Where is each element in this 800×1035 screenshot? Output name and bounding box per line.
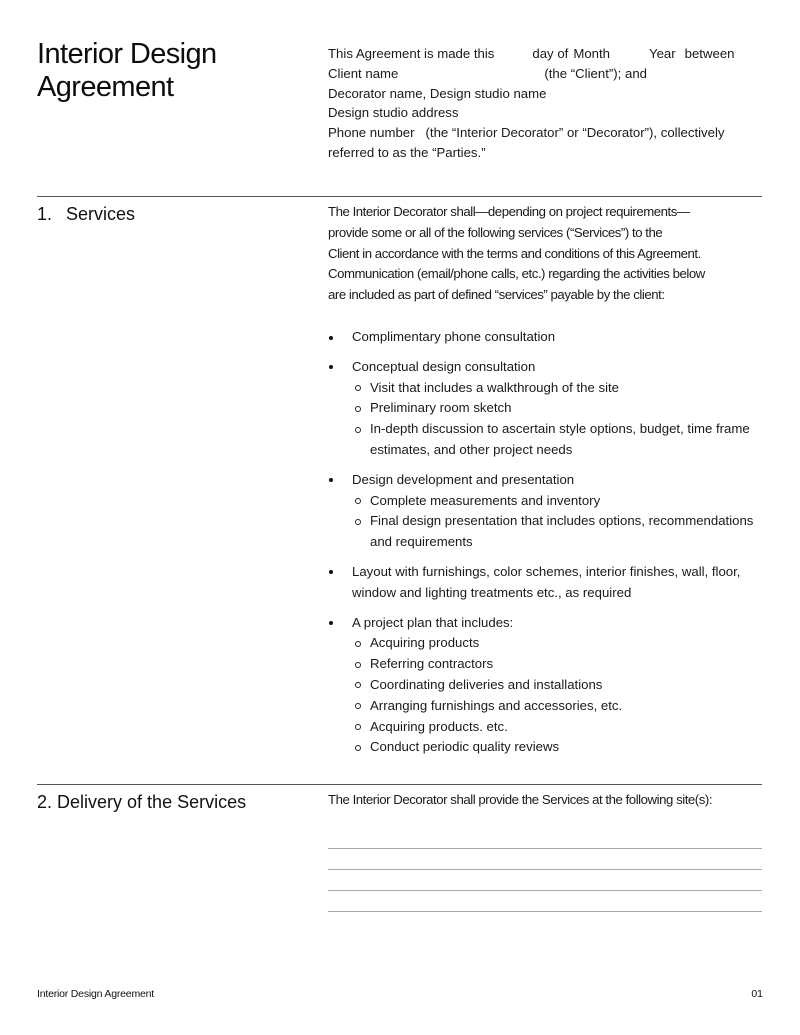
- sub-list-item: [352, 398, 768, 419]
- section-divider: [37, 784, 762, 785]
- list-item: [328, 357, 768, 461]
- list-item-text: A project plan that includes:: [352, 614, 514, 630]
- list-item: [328, 327, 768, 348]
- page-number: 01: [751, 988, 763, 1000]
- section-divider: [37, 196, 762, 197]
- bullet-icon: [329, 621, 333, 625]
- sub-list-item: [352, 654, 768, 675]
- sub-item-text: Final design presentation that includes options, recommendations and requirements: [370, 513, 754, 550]
- sub-list-item: [352, 675, 768, 696]
- bullet-icon: [329, 570, 333, 574]
- section-2-body: The Interior Decorator shall provide the Services at the following site(s):: [328, 792, 713, 807]
- list-item-text: Conceptual design consultation: [352, 358, 536, 374]
- hollow-bullet-icon: [355, 498, 361, 504]
- intro-text: (the “Interior Decorator” or “Decorator”), collectively: [425, 125, 725, 141]
- section-number: 2.: [37, 792, 53, 812]
- sub-list-item: [352, 511, 768, 553]
- document-title: [37, 38, 307, 104]
- section-heading: Delivery of the Services: [57, 792, 247, 812]
- site-address-line-4[interactable]: [328, 911, 762, 912]
- studio-address-field[interactable]: Design studio address: [328, 105, 459, 121]
- site-address-line-1[interactable]: [328, 848, 762, 849]
- hollow-bullet-icon: [355, 703, 361, 709]
- body-line: are included as part of defined “services” payable by the client:: [328, 287, 665, 303]
- list-item-text: Layout with furnishings, color schemes, interior finishes, wall, floor, window and lighting treatments etc., as required: [352, 563, 741, 600]
- section-1-title: [37, 203, 135, 225]
- footer-title: Interior Design Agreement: [37, 988, 154, 1000]
- hollow-bullet-icon: [355, 385, 361, 391]
- services-list: [328, 327, 768, 758]
- hollow-bullet-icon: [355, 682, 361, 688]
- sub-list-item: [352, 696, 768, 717]
- bullet-icon: [329, 336, 333, 340]
- bullet-icon: [329, 365, 333, 369]
- year-field[interactable]: Year: [648, 46, 676, 61]
- section-heading: Services: [66, 204, 136, 224]
- decorator-name-field[interactable]: Decorator name, Design studio name: [328, 85, 547, 101]
- sub-list-item: [352, 633, 768, 654]
- sub-item-text: In-depth discussion to ascertain style options, budget, time frame estimates, and other project needs: [370, 421, 750, 457]
- sub-item-text: Conduct periodic quality reviews: [370, 739, 560, 755]
- body-line: The Interior Decorator shall—depending on project requirements—: [328, 204, 690, 219]
- list-item: [328, 613, 768, 759]
- hollow-bullet-icon: [355, 519, 361, 525]
- title-line-2: Agreement: [37, 71, 174, 103]
- section-number: 1.: [37, 204, 53, 224]
- sub-list-item: [352, 737, 768, 758]
- intro-line-6: referred to as the “Parties.”: [328, 144, 486, 160]
- site-address-line-3[interactable]: [328, 890, 762, 891]
- hollow-bullet-icon: [355, 724, 361, 730]
- sub-item-text: Referring contractors: [370, 656, 494, 672]
- intro-line-2: [328, 64, 768, 84]
- bullet-icon: [329, 478, 333, 482]
- sub-item-text: Preliminary room sketch: [370, 400, 512, 416]
- body-line: Client in accordance with the terms and conditions of this Agreement.: [328, 245, 701, 261]
- intro-text: This Agreement is made this: [328, 46, 495, 61]
- intro-paragraph: [328, 44, 768, 163]
- section-2-title: [37, 791, 246, 813]
- title-line-1: Interior Design: [37, 38, 217, 70]
- client-name-field[interactable]: Client name: [328, 65, 399, 81]
- sub-list-item: [352, 419, 768, 461]
- section-1-body: [328, 202, 768, 306]
- sub-item-text: Acquiring products. etc.: [370, 718, 508, 734]
- month-field[interactable]: Month: [573, 46, 610, 61]
- sub-item-text: Visit that includes a walkthrough of the site: [370, 379, 619, 395]
- sub-list-item: [352, 491, 768, 512]
- body-line: provide some or all of the following services (“Services”) to the: [328, 224, 663, 240]
- list-item: [328, 470, 768, 553]
- intro-text: between: [684, 46, 735, 61]
- hollow-bullet-icon: [355, 662, 361, 668]
- sub-item-text: Arranging furnishings and accessories, etc.: [370, 697, 623, 713]
- sub-item-text: Coordinating deliveries and installations: [370, 676, 603, 692]
- list-item-text: Complimentary phone consultation: [352, 329, 556, 344]
- sub-item-text: Complete measurements and inventory: [370, 492, 601, 508]
- hollow-bullet-icon: [355, 406, 361, 412]
- list-item-text: Design development and presentation: [352, 471, 575, 487]
- hollow-bullet-icon: [355, 745, 361, 751]
- intro-line-1: [328, 44, 768, 64]
- sub-list-item: [352, 378, 768, 399]
- intro-line-5: [328, 123, 768, 143]
- intro-text: (the “Client”); and: [544, 65, 647, 81]
- site-address-line-2[interactable]: [328, 869, 762, 870]
- hollow-bullet-icon: [355, 641, 361, 647]
- hollow-bullet-icon: [355, 427, 361, 433]
- body-line: Communication (email/phone calls, etc.) regarding the activities below: [328, 266, 705, 282]
- sub-item-text: Acquiring products: [370, 635, 480, 651]
- intro-text: day of: [532, 46, 569, 61]
- phone-number-field[interactable]: Phone number: [328, 125, 415, 141]
- sub-list-item: [352, 717, 768, 738]
- list-item: [328, 562, 768, 604]
